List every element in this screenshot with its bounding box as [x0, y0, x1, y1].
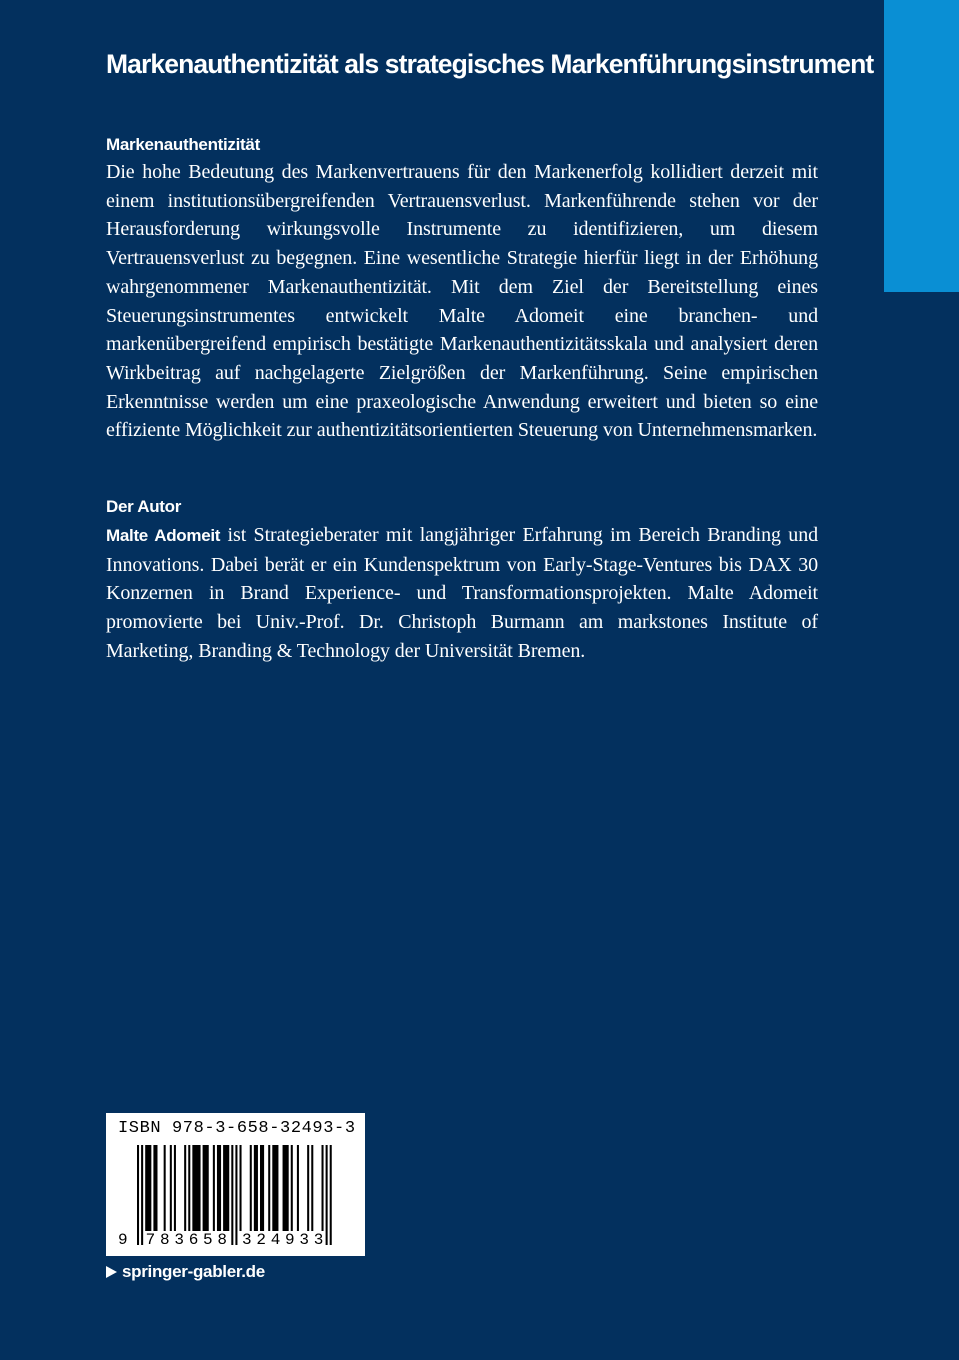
- ean-digit: 3: [313, 1231, 324, 1249]
- barcode-bar: [322, 1145, 324, 1231]
- barcode-bar: [223, 1145, 229, 1231]
- barcode-bar: [250, 1145, 252, 1231]
- ean-digit: 8: [217, 1231, 227, 1249]
- barcode-bar: [164, 1145, 166, 1231]
- ean-digit: 3: [242, 1231, 252, 1249]
- publisher-link[interactable]: [106, 1262, 265, 1282]
- ean-digit: 4: [270, 1231, 281, 1249]
- barcode-bar: [272, 1145, 278, 1231]
- barcode-bar: [260, 1145, 264, 1231]
- barcode-bar: [291, 1145, 293, 1231]
- ean-digit: 7: [145, 1231, 156, 1249]
- section-heading-author: Der Autor: [106, 497, 182, 516]
- author-bio: ist Strategieberater mit langjähriger Erfahrung im Bereich Branding und Innovations. Dabei berät er ein Kundenspektrum von Early-Stage-Ventures bis DAX 30 Konzernen in Brand Experience- und Transformationsprojekten. Malte Adomeit promovierte bei Univ.-Prof. Dr. Christoph Burmann am markstones Institute of Marketing, Branding & Technology der Universität Bremen.: [106, 524, 819, 662]
- barcode-bar: [153, 1145, 157, 1231]
- barcode-bar: [192, 1145, 200, 1231]
- ean-digit: 9: [285, 1231, 295, 1249]
- barcode-bar: [254, 1145, 258, 1231]
- section-body-brand-authenticity: Die hohe Bedeutung des Markenvertrauens für den Markenerfolg kollidiert derzeit mit einem institutionsübergreifenden Vertrauensverlust. Markenführende stehen vor der Herausforderung wirkungsvolle Instrumente zu identifizieren, um diesem Vertrauensverlust zu begegnen. Eine wesentliche Strategie hierfür liegt in der Erhöhung wahrgenommener Markenauthentizität. Mit dem Ziel der Bereitstellung eines Steuerungsinstrumentes entwickelt Malte Adomeit eine branchen- und markenübergreifend empirisch bestätigte Markenauthentizitätsskala und analysiert deren Wirkbeitrag auf nachgelagerte Zielgrößen der Markenführung. Seine empirischen Erkenntnisse werden um eine praxeologische Anwendung erweitert und bieten so eine effiziente Möglichkeit zur authentizitätsorientierten Steuerung von Unternehmensmarken.: [106, 161, 818, 442]
- barcode-bar: [137, 1145, 139, 1245]
- barcode-bar: [268, 1145, 270, 1231]
- author-name: Malte Adomeit: [106, 526, 221, 545]
- barcode-bar: [141, 1145, 143, 1245]
- ean-digit: 3: [174, 1231, 184, 1249]
- barcode-bar: [235, 1145, 237, 1245]
- barcode-bar: [326, 1145, 328, 1245]
- ean-digit: 3: [299, 1231, 309, 1249]
- publisher-url: springer-gabler.de: [122, 1262, 265, 1281]
- barcode-bar: [203, 1145, 209, 1231]
- barcode-bar: [311, 1145, 313, 1231]
- barcode-bar: [145, 1145, 151, 1231]
- barcode-bar: [330, 1145, 332, 1245]
- ean-digit: 8: [160, 1231, 170, 1249]
- book-title: Markenauthentizität als strategisches Markenführungsinstrument: [106, 49, 874, 79]
- barcode-bar: [231, 1145, 233, 1245]
- ean-digit: 6: [188, 1231, 199, 1249]
- section-body-author: [106, 521, 818, 666]
- isbn-label: ISBN 978-3-658-32493-3: [118, 1119, 356, 1138]
- barcode-bar: [283, 1145, 289, 1231]
- accent-bar: [884, 0, 959, 292]
- barcode-bar: [184, 1145, 186, 1231]
- barcode-bar: [213, 1145, 215, 1231]
- ean-digit: 2: [256, 1231, 266, 1249]
- isbn-barcode: [106, 1113, 365, 1256]
- ean-digits: [106, 1231, 365, 1251]
- ean-digit: 9: [118, 1231, 128, 1249]
- barcode-bar: [307, 1145, 309, 1231]
- barcode-bar: [240, 1145, 242, 1231]
- barcode-bar: [188, 1145, 190, 1231]
- arrow-right-icon: [106, 1266, 117, 1278]
- barcode-bar: [174, 1145, 176, 1231]
- ean-digit: 5: [203, 1231, 213, 1249]
- barcode-bar: [297, 1145, 299, 1231]
- barcode-bar: [170, 1145, 172, 1231]
- section-heading-brand-authenticity: Markenauthentizität: [106, 135, 260, 154]
- barcode-bar: [217, 1145, 221, 1231]
